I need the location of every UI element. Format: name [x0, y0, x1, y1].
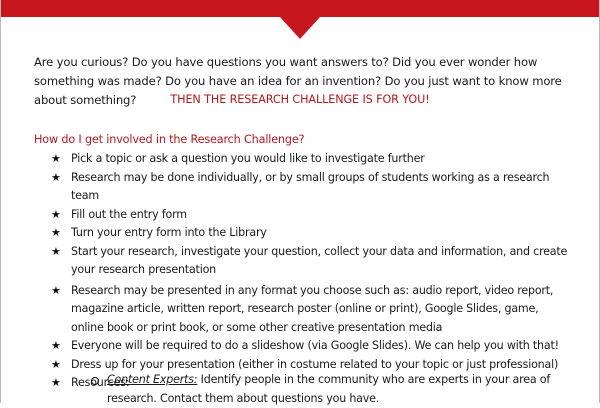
- star-icon: ★: [51, 376, 61, 389]
- resource-text: Identify people in the community who are experts in your area of research. Contact them about questions you have.: [107, 373, 551, 405]
- banner-shape: [0, 0, 600, 40]
- list-item-text: Start your research, investigate your question, collect your data and information, and create your research presentation: [71, 244, 568, 276]
- star-icon: ★: [51, 226, 61, 239]
- list-item-text: Resources:: [71, 376, 130, 389]
- star-icon: ★: [51, 357, 61, 371]
- section-heading: How do I get involved in the Research Challenge?: [34, 133, 305, 146]
- star-icon: ★: [51, 283, 61, 297]
- list-item-text: Research may be presented in any format you choose such as: audio report, video report, magazine article, written report, research poster (online or print), Google Slides, game, online book or print book, or some other creative presentation media: [71, 283, 554, 334]
- header-banner: [0, 0, 600, 40]
- star-icon: ★: [51, 339, 61, 352]
- list-item-text: Dress up for your presentation (either in costume related to your topic or just professional): [71, 357, 559, 371]
- star-icon: ★: [51, 244, 61, 258]
- list-item: [0, 224, 600, 243]
- tagline: THEN THE RESEARCH CHALLENGE IS FOR YOU!: [170, 93, 430, 106]
- list-item: [0, 150, 600, 169]
- resource-label: Content Experts:: [107, 373, 198, 386]
- list-item: [0, 282, 600, 338]
- list-item: [0, 169, 600, 206]
- list-item-text: Everyone will be required to do a slideshow (via Google Slides). We can help you with that!: [71, 339, 559, 352]
- star-icon: ★: [51, 170, 61, 184]
- list-item-text: Turn your entry form into the Library: [71, 226, 267, 239]
- list-item-text: Research may be done individually, or by small groups of students working as a research team: [71, 170, 550, 202]
- star-icon: ★: [51, 207, 61, 221]
- intro-paragraph: Are you curious? Do you have questions you want answers to? Did you ever wonder how something was made? Do you have an idea for an invention? Do you just want to know more about something?: [34, 55, 562, 107]
- list-item-text: Pick a topic or ask a question you would like to investigate further: [71, 152, 425, 165]
- list-item-text: Fill out the entry form: [71, 207, 187, 221]
- circle-bullet-icon: [91, 377, 99, 385]
- list-item: [0, 206, 600, 225]
- star-icon: ★: [51, 152, 61, 165]
- involvement-list: [0, 150, 600, 393]
- list-item: [0, 337, 600, 356]
- resource-item: [0, 371, 600, 408]
- list-item: [0, 243, 600, 280]
